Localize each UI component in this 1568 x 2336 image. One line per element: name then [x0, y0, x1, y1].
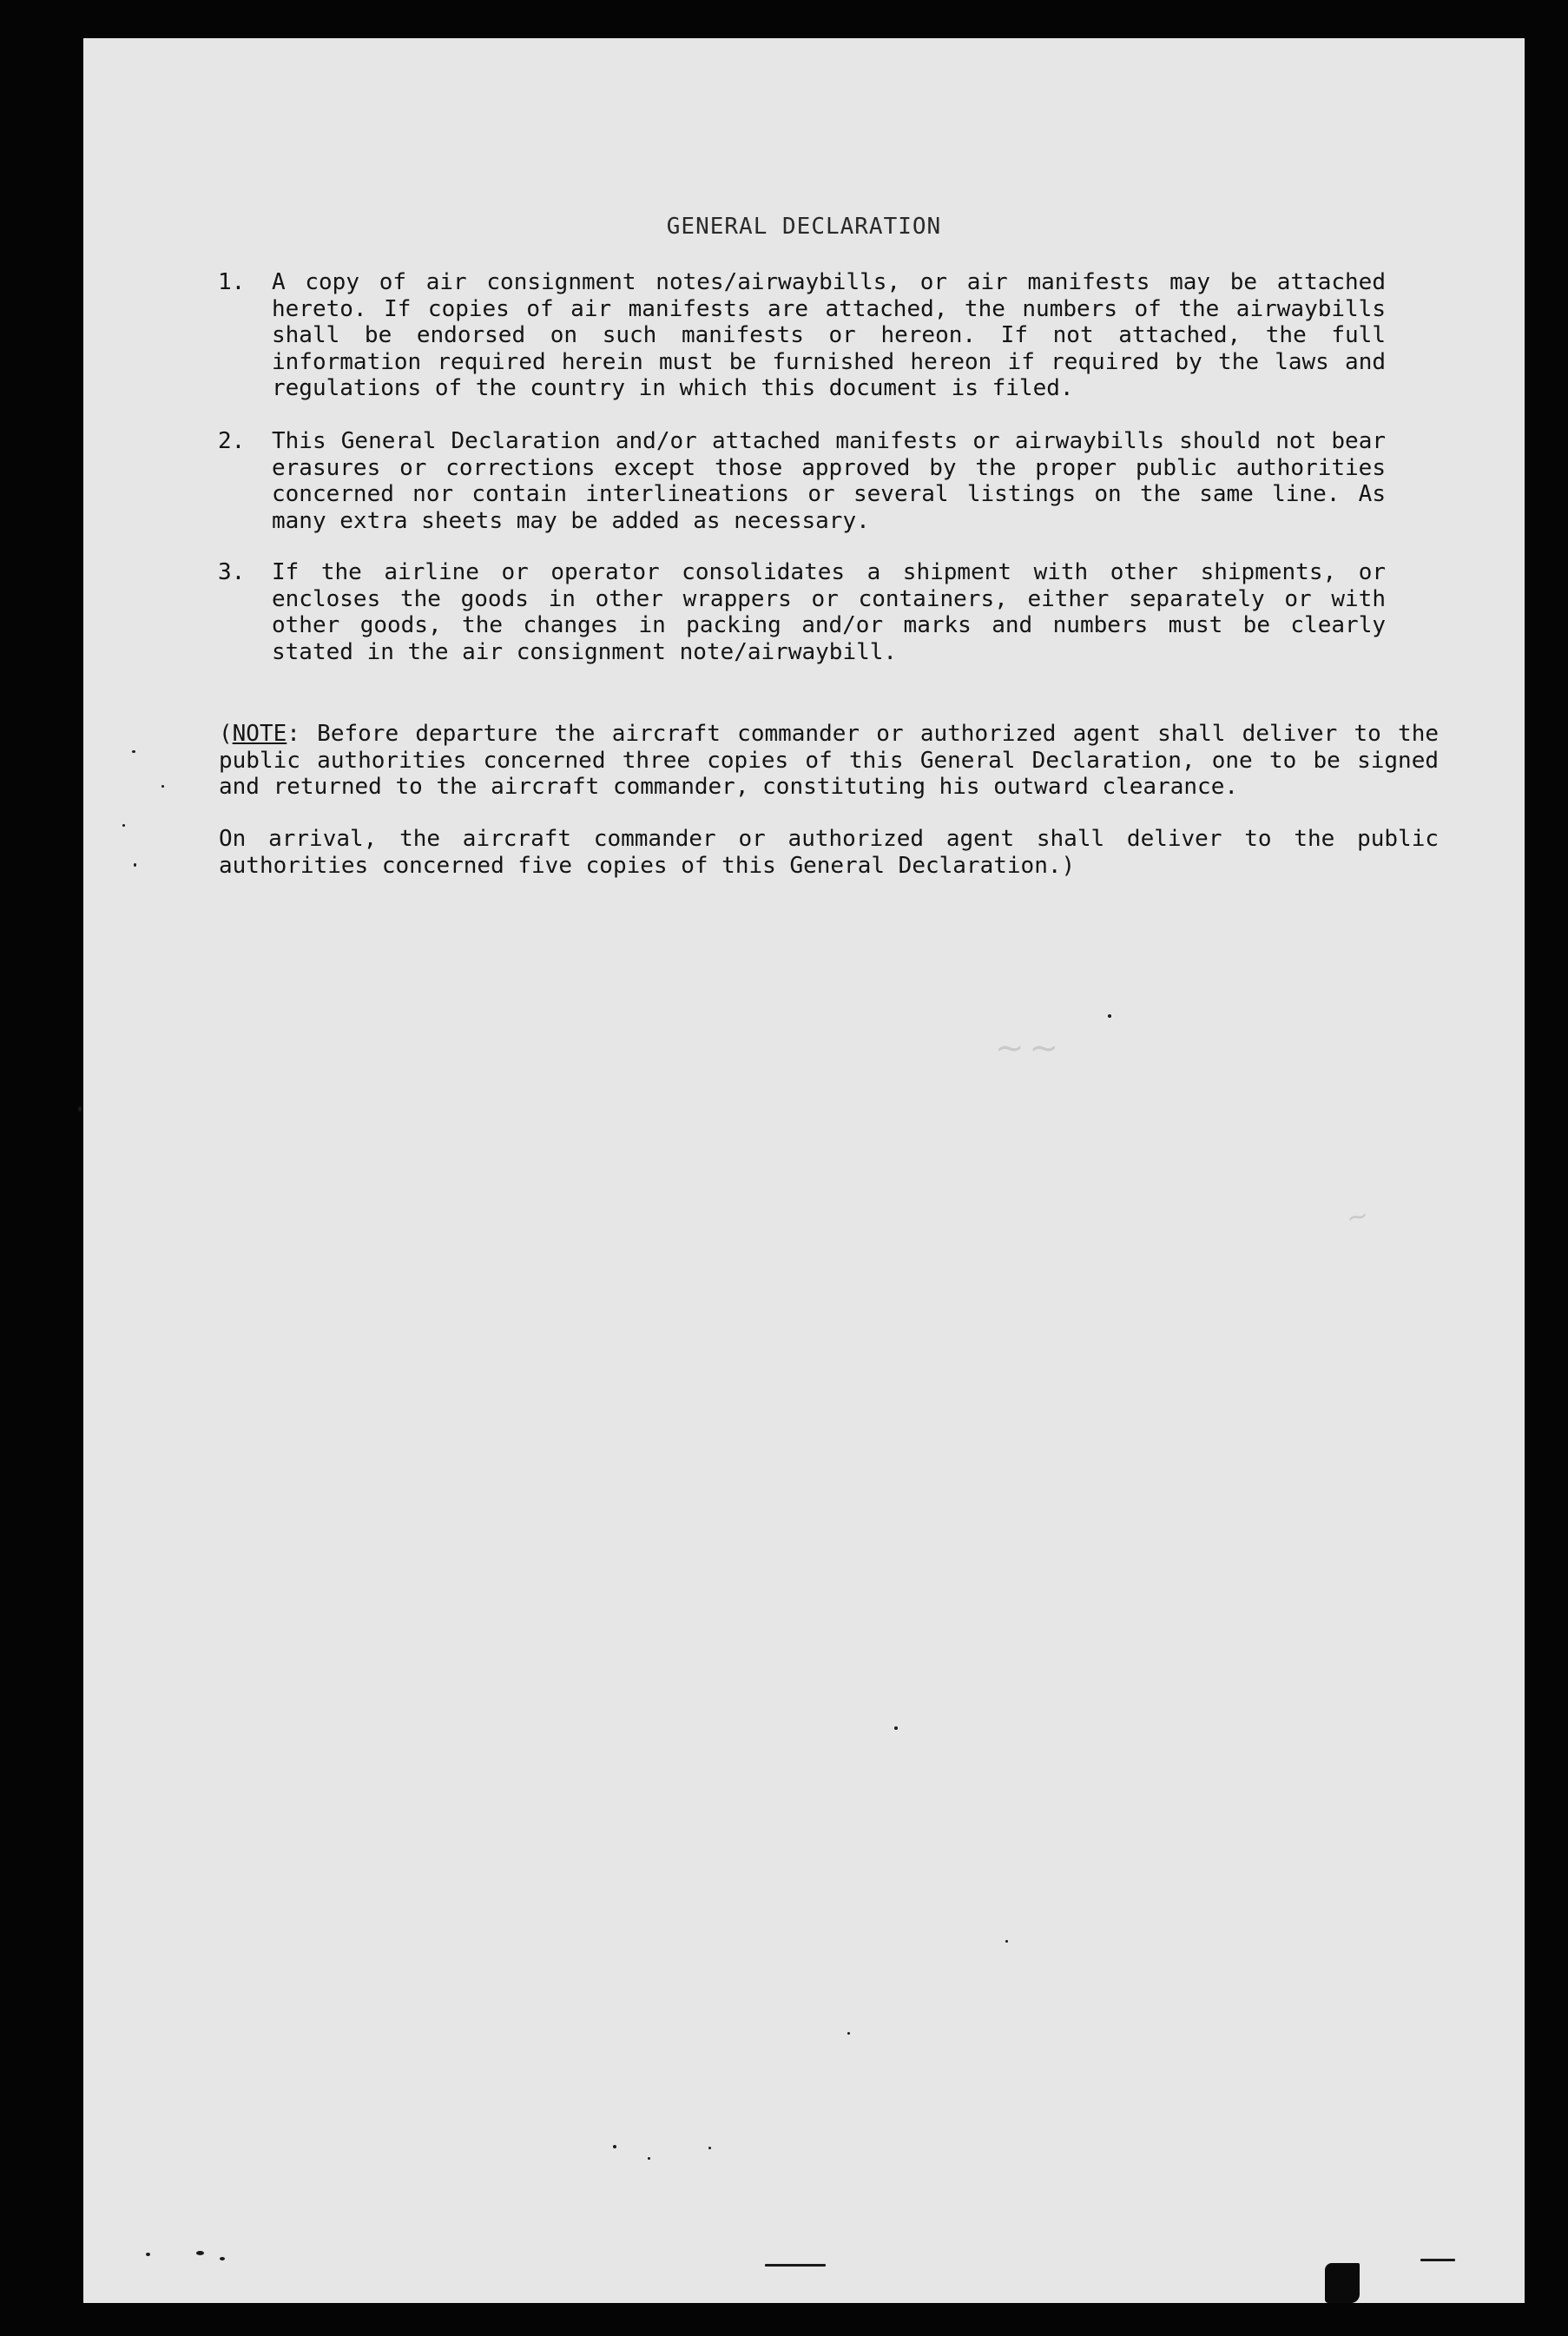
- scan-speck: [132, 750, 135, 753]
- item-text: This General Declaration and/or attached manifests or airwaybills should not bear erasures or corrections except those approved by the proper public authorities concerned nor contain interlineations or several listings on the same line. As many extra sheets may be added as necessary.: [272, 428, 1386, 534]
- declaration-item-1: [218, 269, 1386, 402]
- scan-speck: [1420, 2259, 1455, 2261]
- item-number: 3.: [218, 559, 246, 585]
- item-number: 2.: [218, 428, 246, 454]
- scan-speck: [613, 2145, 616, 2148]
- departure-note: [219, 721, 1439, 801]
- scan-speck: [196, 2251, 204, 2255]
- note-text: Before departure the aircraft commander or authorized agent shall deliver to the public authorities concerned three copies of this General Declaration, one to be signed and returned to the aircraft commander, constituting his outward clearance.: [219, 721, 1439, 800]
- scan-speck: [122, 824, 125, 827]
- scan-speck: [146, 2253, 150, 2256]
- bleed-through-mark: ~~: [995, 1028, 1064, 1068]
- document-title: GENERAL DECLARATION: [666, 214, 942, 240]
- scan-speck: [648, 2157, 650, 2160]
- item-number: 1.: [218, 269, 246, 295]
- document-page: [83, 38, 1525, 2303]
- scan-speck: [78, 1106, 82, 1112]
- scan-speck: [220, 2257, 225, 2260]
- scan-speck: [1108, 1014, 1111, 1018]
- scan-speck: [894, 1726, 898, 1730]
- scan-speck: [134, 863, 136, 867]
- note-open-paren: (: [219, 721, 233, 747]
- bleed-through-mark: ~: [1343, 1199, 1372, 1235]
- arrival-note: On arrival, the aircraft commander or authorized agent shall deliver to the public authorities concerned five copies of this General Declaration.): [219, 826, 1439, 879]
- note-label: NOTE: [232, 721, 287, 747]
- declaration-item-2: [218, 428, 1386, 534]
- scan-speck: [161, 785, 164, 788]
- scan-speck: [765, 2264, 826, 2267]
- scan-smudge: [1325, 2263, 1360, 2303]
- scan-speck: [1005, 1940, 1008, 1943]
- declaration-item-3: [218, 559, 1386, 665]
- item-text: If the airline or operator consolidates a shipment with other shipments, or encloses the goods in other wrappers or containers, either separately or with other goods, the changes in packing and/or marks and numbers must be clearly stated in the air consignment note/airwaybill.: [272, 559, 1386, 665]
- scan-speck: [708, 2147, 711, 2149]
- note-colon: :: [287, 721, 300, 747]
- item-text: A copy of air consignment notes/airwaybills, or air manifests may be attached hereto. If copies of air manifests are attached, the numbers of the airwaybills shall be endorsed on such manifests or hereon. If not attached, the full information required herein must be furnished hereon if required by the laws and regulations of the country in which this document is filed.: [272, 269, 1386, 401]
- scan-speck: [847, 2032, 850, 2035]
